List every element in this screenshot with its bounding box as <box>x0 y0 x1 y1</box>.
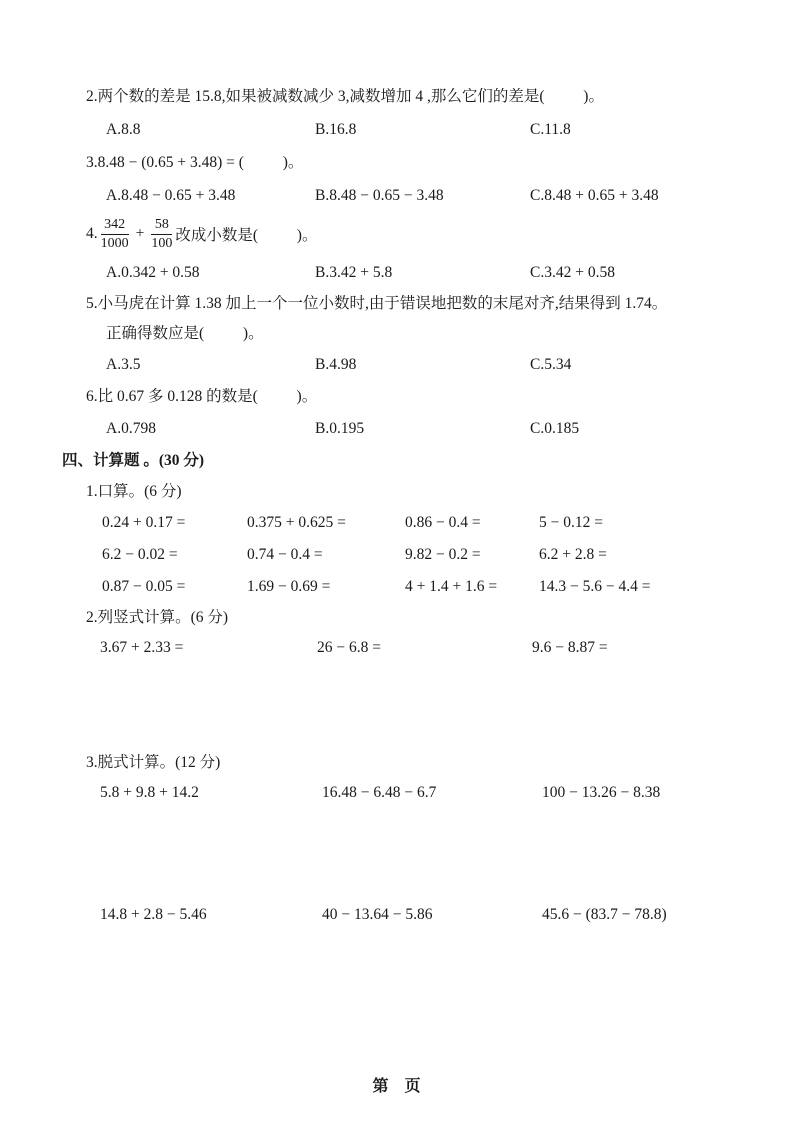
working-space <box>62 808 765 900</box>
question-5-stem-line2 <box>106 319 765 349</box>
question-2-number: 2. <box>86 88 98 105</box>
vertical-calc-title: 2.列竖式计算。(6 分) <box>86 609 229 626</box>
question-3-option-a: A.8.48 − 0.65 + 3.48 <box>106 187 236 204</box>
question-3-stem <box>86 146 765 179</box>
question-5-option-b: B.4.98 <box>315 356 357 373</box>
question-5-stem-line1 <box>86 289 765 319</box>
question-3-option-c: C.8.48 + 0.65 + 3.48 <box>530 187 659 204</box>
stepwise-calc-item: 40 − 13.64 − 5.86 <box>322 906 433 923</box>
oral-calc-item: 9.82 − 0.2 = <box>405 546 481 563</box>
question-6-option-a: A.0.798 <box>106 420 156 437</box>
question-2-option-a: A.8.8 <box>106 121 141 138</box>
vertical-calc-item: 9.6 − 8.87 = <box>532 639 608 656</box>
question-2-stem <box>86 80 765 113</box>
oral-calc-item: 6.2 − 0.02 = <box>102 546 178 563</box>
question-6-options <box>106 413 765 445</box>
oral-calc-item: 0.74 − 0.4 = <box>247 546 323 563</box>
fraction-58-100 <box>151 216 172 252</box>
oral-calc-item: 14.3 − 5.6 − 4.4 = <box>539 578 651 595</box>
question-3-number: 3. <box>86 154 98 171</box>
question-6-number: 6. <box>86 388 98 405</box>
question-5-option-a: A.3.5 <box>106 356 141 373</box>
stepwise-calc-item: 45.6 − (83.7 − 78.8) <box>542 906 667 923</box>
question-4-option-a: A.0.342 + 0.58 <box>106 264 200 281</box>
fraction-numerator: 342 <box>101 216 129 235</box>
section-4-header: 四、计算题 。(30 分) <box>62 452 205 469</box>
fraction-denominator: 100 <box>151 235 173 251</box>
question-4-stem <box>86 212 765 256</box>
question-4-number: 4. <box>86 225 98 242</box>
question-4-options <box>106 256 765 289</box>
question-6-option-c: C.0.185 <box>530 420 580 437</box>
oral-calc-item: 0.86 − 0.4 = <box>405 514 481 531</box>
question-4-option-c: C.3.42 + 0.58 <box>530 264 615 281</box>
vertical-calc-item: 3.67 + 2.33 = <box>100 639 184 656</box>
oral-calc-item: 0.375 + 0.625 = <box>247 514 346 531</box>
fraction-numerator: 58 <box>151 216 172 235</box>
question-3-text: 8.48 − (0.65 + 3.48) = ( )。 <box>97 154 304 171</box>
plus-operator: + <box>135 225 145 242</box>
question-6-stem <box>86 381 765 413</box>
vertical-calc-item: 26 − 6.8 = <box>317 639 381 656</box>
oral-calc-item: 4 + 1.4 + 1.6 = <box>405 578 498 595</box>
question-5-number: 5. <box>86 295 98 312</box>
working-space <box>62 663 765 748</box>
oral-calc-grid <box>102 507 765 603</box>
oral-calc-title: 1.口算。(6 分) <box>86 483 182 500</box>
oral-calc-item: 0.24 + 0.17 = <box>102 514 186 531</box>
question-5-text-line1: 小马虎在计算 1.38 加上一个一位小数时,由于错误地把数的末尾对齐,结果得到 1.74。 <box>97 295 668 312</box>
oral-calc-item: 0.87 − 0.05 = <box>102 578 186 595</box>
question-5-text-line2: 正确得数应是( )。 <box>106 325 264 342</box>
stepwise-calc-row-1 <box>100 778 765 808</box>
fraction-denominator: 1000 <box>100 235 129 251</box>
question-6-option-b: B.0.195 <box>315 420 365 437</box>
stepwise-calc-item: 16.48 − 6.48 − 6.7 <box>322 784 437 801</box>
question-4-option-b: B.3.42 + 5.8 <box>315 264 393 281</box>
oral-calc-item: 1.69 − 0.69 = <box>247 578 331 595</box>
question-5-options <box>106 349 765 381</box>
stepwise-calc-row-2 <box>100 900 765 930</box>
question-2-option-c: C.11.8 <box>530 121 571 138</box>
question-6-text: 比 0.67 多 0.128 的数是( )。 <box>97 388 318 405</box>
fraction-342-1000 <box>101 216 129 252</box>
question-3-options <box>106 179 765 212</box>
oral-calc-item: 6.2 + 2.8 = <box>539 546 607 563</box>
question-3-option-b: B.8.48 − 0.65 − 3.48 <box>315 187 444 204</box>
stepwise-calc-item: 14.8 + 2.8 − 5.46 <box>100 906 207 923</box>
question-2-options <box>106 113 765 146</box>
stepwise-calc-title: 3.脱式计算。(12 分) <box>86 754 221 771</box>
question-2-text: 两个数的差是 15.8,如果被减数减少 3,减数增加 4 ,那么它们的差是( )。 <box>97 88 604 105</box>
oral-calc-item: 5 − 0.12 = <box>539 514 603 531</box>
question-4-text: 改成小数是( )。 <box>175 227 318 244</box>
vertical-calc-grid <box>100 633 765 663</box>
stepwise-calc-item: 100 − 13.26 − 8.38 <box>542 784 661 801</box>
question-5-option-c: C.5.34 <box>530 356 572 373</box>
stepwise-calc-item: 5.8 + 9.8 + 14.2 <box>100 784 199 801</box>
question-2-option-b: B.16.8 <box>315 121 357 138</box>
page-number-footer: 第 页 <box>372 1078 421 1095</box>
